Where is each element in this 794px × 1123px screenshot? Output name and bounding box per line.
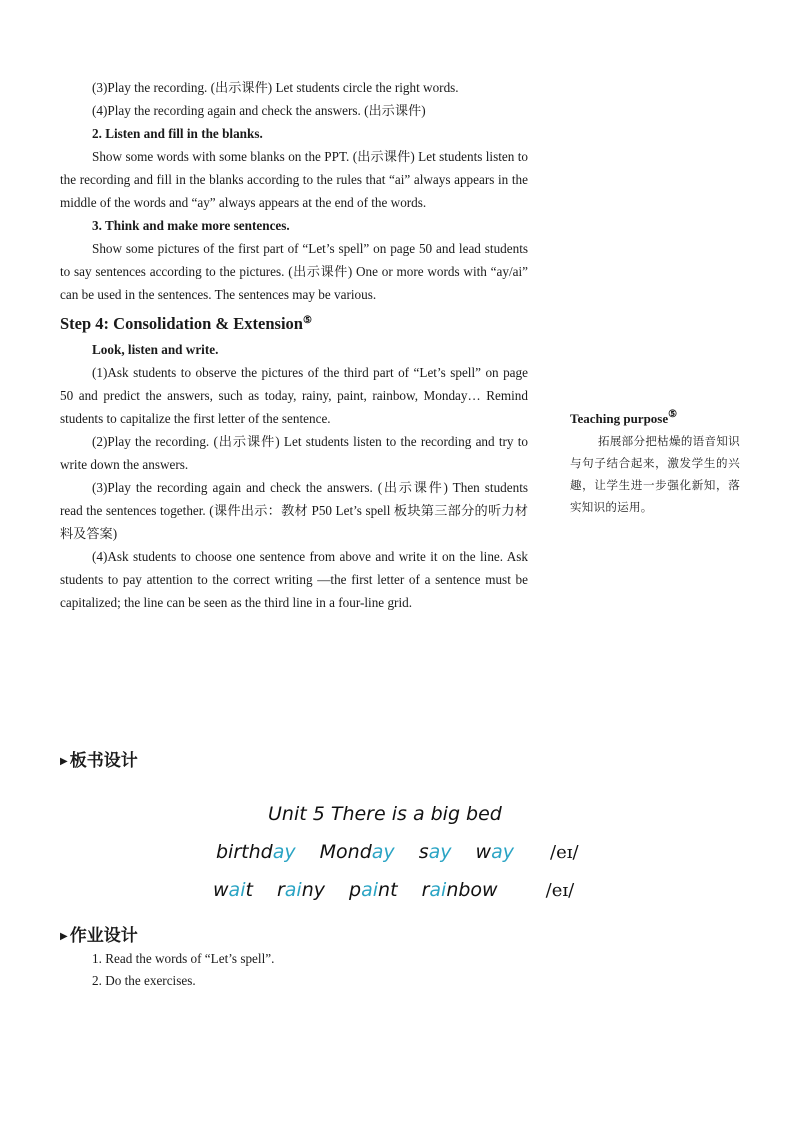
- triangle-bullet-icon: ▶: [60, 931, 68, 942]
- phonetic-symbol: /eɪ/: [545, 880, 575, 901]
- step4-item3: (3)Play the recording again and check the answers. (出示课件) Then students read the sentences together. (课件出示：教材 P50 Let’s spell 板块第三部分的听力材料及答案): [60, 480, 528, 541]
- activity-heading-3: 3. Think and make more sentences.: [92, 218, 290, 233]
- word-paint: paint: [349, 879, 398, 901]
- triangle-bullet-icon: ▶: [60, 756, 68, 767]
- word-say: say: [418, 841, 452, 863]
- word-wait: wait: [213, 879, 253, 901]
- activity-2-text: Show some words with some blanks on the PPT. (出示课件) Let students listen to the recording and fill in the blanks according to the rules that “ai” always appears in the middle of the words and “ay” always appears at the end of the words.: [60, 149, 528, 210]
- board-design-heading: ▶ 板书设计: [60, 751, 138, 771]
- teaching-purpose-note: [570, 404, 740, 518]
- board-row-ay: [216, 841, 579, 863]
- activity-3-text: Show some pictures of the first part of “Let’s spell” on page 50 and lead students to say sentences according to the pictures. (出示课件) One or more words with “ay/ai” can be used in the sentences. The sentences may be various.: [60, 241, 528, 302]
- word-birthday: birthday: [216, 841, 296, 863]
- phonetic-symbol: /eɪ/: [550, 842, 579, 863]
- homework-list: [92, 948, 274, 992]
- step4-item2: (2)Play the recording. (出示课件) Let students listen to the recording and try to write down the answers.: [60, 434, 528, 472]
- activity-heading-2: 2. Listen and fill in the blanks.: [92, 126, 263, 141]
- word-way: way: [475, 841, 514, 863]
- step4-item4: (4)Ask students to choose one sentence from above and write it on the line. Ask students to pay attention to the correct writing —the first letter of a sentence must be capitalized; the line can be seen as the third line in a four-line grid.: [60, 549, 528, 610]
- homework-item: 1. Read the words of “Let’s spell”.: [92, 951, 275, 966]
- step3-item3: (3)Play the recording. (出示课件) Let students circle the right words.: [92, 80, 459, 95]
- lesson-body: [60, 76, 528, 614]
- footnote-mark: ⑤: [302, 315, 312, 326]
- word-rainbow: rainbow: [421, 879, 498, 901]
- word-rainy: rainy: [276, 879, 325, 901]
- teaching-purpose-title: Teaching purpose⑤: [570, 409, 678, 426]
- word-monday: Monday: [319, 841, 395, 863]
- homework-item: 2. Do the exercises.: [92, 973, 196, 988]
- board-row-ai: [213, 879, 574, 901]
- teaching-purpose-body: 拓展部分把枯燥的语音知识与句子结合起来，激发学生的兴趣，让学生进一步强化新知，落实知识的运用。: [570, 434, 740, 514]
- step3-item4: (4)Play the recording again and check the answers. (出示课件): [92, 103, 426, 118]
- homework-heading: ▶ 作业设计: [60, 926, 138, 946]
- footnote-mark: ⑤: [668, 409, 678, 420]
- step4-item1: (1)Ask students to observe the pictures of the third part of “Let’s spell” on page 50 and predict the answers, such as today, rainy, paint, rainbow, Monday… Remind students to capitalize the first letter of the sentence.: [60, 365, 528, 426]
- step4-subheading: Look, listen and write.: [92, 342, 219, 357]
- board-title: Unit 5 There is a big bed: [268, 803, 502, 825]
- step4-heading: Step 4: Consolidation & Extension⑤: [60, 314, 312, 333]
